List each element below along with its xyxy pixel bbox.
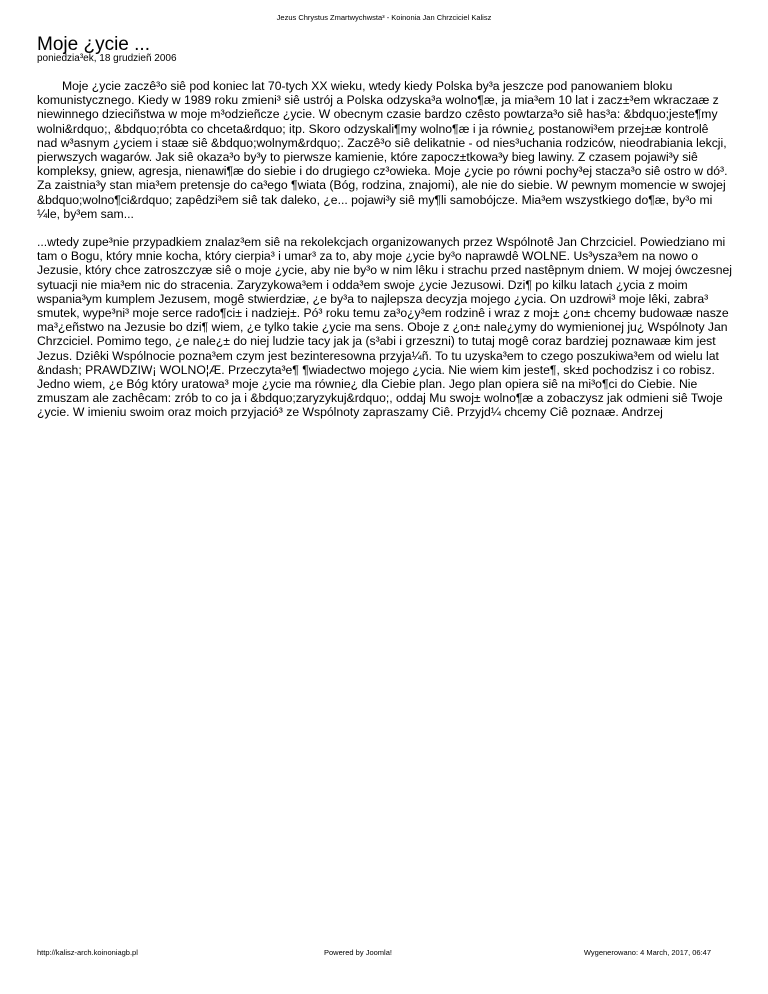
page-footer [37,948,711,958]
article-title: Moje ¿ycie ... [37,34,150,55]
footer-generated-date: Wygenerowano: 4 March, 2017, 06:47 [583,948,711,957]
footer-powered-by: Powered by Joomla! [324,948,392,957]
page-header: Jezus Chrystus Zmartwychwsta³ - Koinonia Jan Chrzciciel Kalisz [276,13,492,22]
article-paragraph-2: ...wtedy zupe³nie przypadkiem znalaz³em siê na rekolekcjach organizowanych przez Wspólnotê Jan Chrzciciel. Powiedziano mi tam o Bogu, który mnie kocha, który cierpia³ i umar³ za to, aby moje ¿ycie by³o naprawdê WOLNE. Us³ysza³em na nowo o Jezusie, który chce zatroszczyæ siê o moje ¿ycie, aby nie by³o w nim lêku i strachu przed nastêpnym dniem. W mojej ówczesnej sytuacji nie mia³em nic do stracenia. Zaryzykowa³em i odda³em swoje ¿ycie Jezusowi. Dzi¶ po kilku latach ¿ycia z moim wspania³ym kumplem Jezusem, mogê stwierdziæ, ¿e by³a to najlepsza decyzja mojego ¿ycia. On uzdrowi³ moje lêki, zabra³ smutek, wype³ni³ moje serce rado¶ci± i nadziej±. Pó³ roku temu za³o¿y³em rodzinê i wraz z moj± ¿on± chcemy budowaæ nasze ma³¿eñstwo na Jezusie bo dzi¶ wiem, ¿e tylko takie ¿ycie ma sens. Oboje z ¿on± nale¿ymy do wymienionej ju¿ Wspólnoty Jan Chrzciciel. Pomimo tego, ¿e nale¿± do niej ludzie tacy jak ja (s³abi i grzeszni) to tutaj mogê coraz bardziej poznawaæ kim jest Jezus. Dziêki Wspólnocie pozna³em czym jest bezinteresowna przyja¼ñ. To tu uzyska³em to czego poszukiwa³em od wielu lat &ndash; PRAWDZIW¡ WOLNO¦Æ. Przeczyta³e¶ ¶wiadectwo mojego ¿ycia. Nie wiem kim jeste¶, sk±d pochodzisz i co robisz. Jedno wiem, ¿e Bóg który uratowa³ moje ¿ycie ma równie¿ dla Ciebie plan. Jego plan opiera siê na mi³o¶ci do Ciebie. Nie zmuszam ale zachêcam: zrób to co ja i &bdquo;zaryzykuj&rdquo;, oddaj Mu swoj± wolno¶æ a zobaczysz jak odmieni siê Twoje ¿ycie. W imieniu swoim oraz moich przyjació³ ze Wspólnoty zapraszamy Ciê. Przyjd¼ chcemy Ciê poznaæ. Andrzej [37,235,732,420]
article [37,34,732,434]
article-paragraph-1: Moje ¿ycie zaczê³o siê pod koniec lat 70-tych XX wieku, wtedy kiedy Polska by³a jeszcze pod panowaniem bloku komunistycznego. Kiedy w 1989 roku zmieni³ siê ustrój a Polska odzyska³a wolno¶æ, ja mia³em 10 lat i zacz±³em wkraczaæ z niewinnego dzieciñstwa w moje m³odzieñcze ¿ycie. W obecnym czasie bardzo czêsto powtarza³o siê has³a: &bdquo;jeste¶my wolni&rdquo;, &bdquo;róbta co chceta&rdquo; itp. Skoro odzyskali¶my wolno¶æ i ja równie¿ postanowi³em przej±æ kontrolê nad w³asnym ¿yciem i staæ siê &bdquo;wolnym&rdquo;. Zaczê³o siê delikatnie - od nies³uchania rodziców, nieodrabiania lekcji, pierwszych wagarów. Jak siê okaza³o by³y to pierwsze kamienie, które zapocz±tkowa³y bieg lawiny. Z czasem pojawi³y siê kompleksy, gniew, agresja, nienawi¶æ do siebie i do drugiego cz³owieka. Moje ¿ycie po równi pochy³ej stacza³o siê ostro w dó³. Za zaistnia³y stan mia³em pretensje do ca³ego ¶wiata (Bóg, rodzina, znajomi), ale nie do siebie. W pewnym momencie w swojej &bdquo;wolno¶ci&rdquo; zapêdzi³em siê tak daleko, ¿e... pojawi³y siê my¶li samobójcze. Mia³em wszystkiego do¶æ, by³o mi ¼le, by³em sam... [37,79,728,221]
article-body [37,79,732,420]
article-date: poniedzia³ek, 18 grudzieñ 2006 [37,53,177,64]
footer-url-link[interactable]: http://kalisz-arch.koinoniagb.pl [37,948,138,957]
